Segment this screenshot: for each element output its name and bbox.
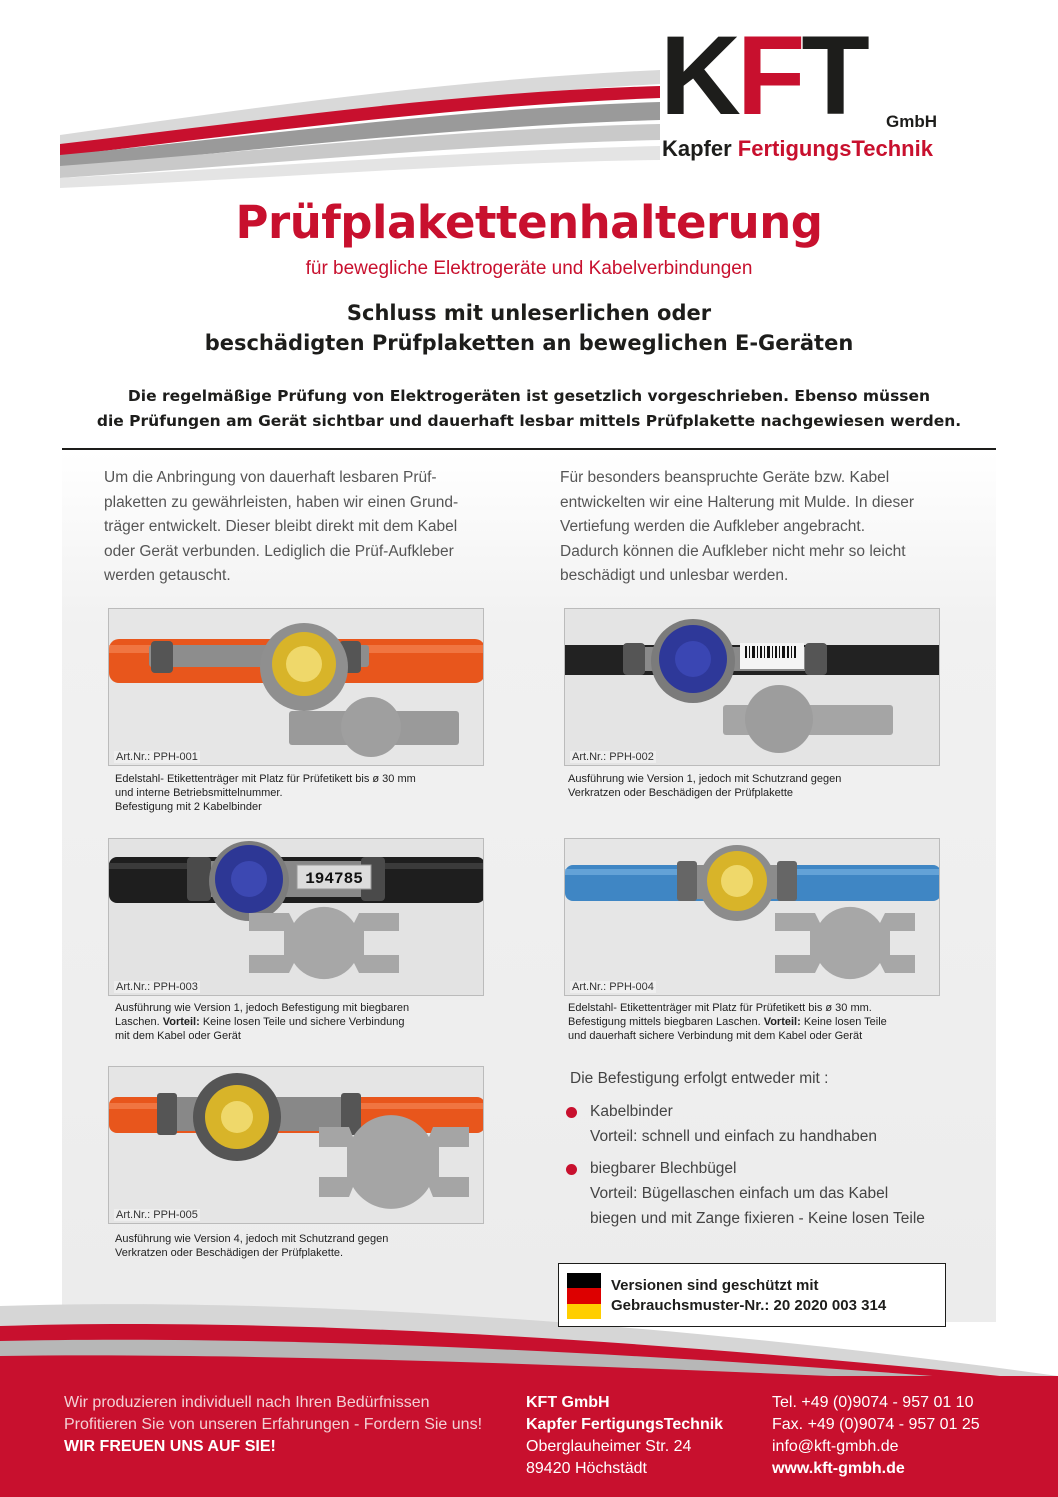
caption-line: mit dem Kabel oder Gerät (115, 1030, 241, 1042)
german-flag-icon (567, 1273, 601, 1319)
product-caption-pph-003 (115, 1001, 495, 1043)
left-text-line: plaketten zu gewährleisten, haben wir einen Grund- (104, 493, 459, 511)
article-number: Art.Nr.: PPH-005 (116, 1209, 198, 1221)
caption-line: Befestigung mit 2 Kabelbinder (115, 801, 262, 813)
right-text-line: Für besonders beanspruchte Geräte bzw. Kabel (560, 469, 890, 486)
patent-line-1: Versionen sind geschützt mit (611, 1277, 819, 1294)
article-number: Art.Nr.: PPH-003 (116, 981, 198, 993)
patent-notice (558, 1263, 946, 1327)
option-detail: biegen und mit Zange fixieren - Keine losen Teile (590, 1210, 925, 1227)
footer-slogan-line: Profitieren Sie von unseren Erfahrungen - Fordern Sie uns! (64, 1416, 483, 1433)
option-name: Kabelbinder (590, 1103, 673, 1120)
product-image-pph-003 (109, 839, 484, 996)
caption-line: Verkratzen oder Beschädigen der Prüfplakette (568, 787, 794, 799)
option-text (590, 1099, 990, 1149)
caption-line: Ausführung wie Version 1, jedoch Befestigung mit biegbaren (115, 1002, 410, 1014)
left-text-line: träger entwickelt. Dieser bleibt direkt mit dem Kabel (104, 518, 458, 535)
left-text-line: oder Gerät verbunden. Lediglich die Prüf-Aufkleber (104, 542, 454, 560)
footer-company-fullname: Kapfer FertigungsTechnik (526, 1416, 724, 1433)
footer-email-link[interactable]: info@kft-gmbh.de (772, 1438, 899, 1455)
logo-k: K (660, 13, 737, 138)
caption-line: Ausführung wie Version 1, jedoch mit Schutzrand gegen (568, 773, 842, 785)
logo-letters (660, 13, 866, 138)
product-caption-pph-004 (568, 1001, 968, 1043)
product-photo-pph-004 (564, 838, 940, 996)
caption-advantage-label: Vorteil: (763, 1016, 801, 1028)
option-detail: Vorteil: Bügellaschen einfach um das Kabel (590, 1185, 889, 1202)
left-text-line: werden getauscht. (104, 567, 231, 584)
right-text-line: entwickelten wir eine Halterung mit Mulde. In dieser (560, 493, 915, 511)
caption-text: Keine losen Teile und sichere Verbindung (199, 1016, 405, 1028)
right-description (560, 466, 980, 589)
attachment-option-cable-tie (566, 1099, 986, 1149)
footer-slogan-line: Wir produzieren individuell nach Ihren Bedürfnissen (64, 1394, 430, 1411)
product-image-pph-001 (109, 609, 484, 766)
headline-line-2: beschädigten Prüfplaketten an beweglichen E-Geräten (204, 331, 854, 355)
patent-line-2: Gebrauchsmuster-Nr.: 20 2020 003 314 (611, 1297, 887, 1314)
logo-sub-red: FertigungsTechnik (737, 136, 933, 161)
footer-company-name: KFT GmbH (526, 1394, 610, 1411)
caption-line: Edelstahl- Etikettenträger mit Platz für Prüfetikett bis ø 30 mm. (568, 1002, 872, 1014)
headline (0, 298, 1058, 358)
caption-text: Befestigung mittels biegbaren Laschen. (568, 1016, 764, 1028)
attachment-intro: Die Befestigung erfolgt entweder mit : (570, 1070, 829, 1087)
caption-text: Keine losen Teile (800, 1016, 887, 1028)
footer (0, 1376, 1058, 1497)
footer-contact (772, 1392, 1032, 1480)
article-number: Art.Nr.: PPH-004 (572, 981, 654, 993)
logo-subtitle (662, 136, 933, 162)
page-title: Prüfplakettenhalterung (235, 196, 823, 249)
attachment-option-bending-clip (566, 1156, 986, 1232)
footer-address (526, 1392, 756, 1480)
article-number: Art.Nr.: PPH-002 (572, 751, 654, 763)
product-caption-pph-001 (115, 772, 495, 814)
option-detail: Vorteil: schnell und einfach zu handhaben (590, 1128, 877, 1145)
page-subtitle: für bewegliche Elektrogeräte und Kabelverbindungen (305, 258, 753, 279)
bullet-icon (566, 1164, 577, 1175)
product-caption-pph-005 (115, 1232, 495, 1260)
caption-line: Ausführung wie Version 4, jedoch mit Schutzrand gegen (115, 1233, 389, 1245)
product-image-pph-002 (565, 609, 940, 766)
caption-line (568, 1015, 968, 1029)
product-photo-pph-003 (108, 838, 484, 996)
intro-line-1: Die regelmäßige Prüfung von Elektrogeräten ist gesetzlich vorgeschrieben. Ebenso müssen (127, 387, 931, 405)
footer-fax: Fax. +49 (0)9074 - 957 01 25 (772, 1416, 980, 1433)
caption-line: Verkratzen oder Beschädigen der Prüfplakette. (115, 1247, 344, 1259)
footer-slogan-highlight: WIR FREUEN UNS AUF SIE! (64, 1438, 276, 1455)
left-description (104, 466, 524, 589)
footer-website-link[interactable]: www.kft-gmbh.de (772, 1460, 905, 1477)
headline-line-1: Schluss mit unleserlichen oder (346, 301, 712, 325)
caption-line (115, 1015, 495, 1029)
logo-t: T (801, 13, 866, 138)
intro-line-2: die Prüfungen am Gerät sichtbar und dauerhaft lesbar mittels Prüfplakette nachgewiesen werden. (96, 412, 962, 430)
right-text-line: Vertiefung werden die Aufkleber angebracht. (560, 518, 866, 535)
option-name: biegbarer Blechbügel (590, 1160, 737, 1177)
option-text (590, 1156, 990, 1231)
product-photo-pph-005 (108, 1066, 484, 1224)
right-text-line: Dadurch können die Aufkleber nicht mehr so leicht (560, 542, 906, 560)
product-caption-pph-002 (568, 772, 948, 800)
right-text-line: beschädigt und unlesbar werden. (560, 567, 789, 584)
patent-text (611, 1276, 886, 1316)
caption-advantage-label: Vorteil: (162, 1016, 200, 1028)
logo-sub-black: Kapfer (662, 136, 738, 161)
product-photo-pph-001 (108, 608, 484, 766)
bullet-icon (566, 1107, 577, 1118)
caption-line: und dauerhaft sichere Verbindung mit dem Kabel oder Gerät (568, 1030, 863, 1042)
company-logo (660, 13, 960, 170)
caption-line: Edelstahl- Etikettenträger mit Platz für Prüfetikett bis ø 30 mm (115, 773, 416, 785)
intro-text (0, 384, 1058, 434)
asset-number-tag: 194785 (305, 870, 363, 888)
product-photo-pph-002 (564, 608, 940, 766)
left-text-line: Um die Anbringung von dauerhaft lesbaren Prüf- (104, 469, 437, 486)
footer-city: 89420 Höchstädt (526, 1460, 647, 1477)
logo-gmbh: GmbH (886, 112, 937, 131)
footer-street: Oberglauheimer Str. 24 (526, 1438, 692, 1455)
footer-phone: Tel. +49 (0)9074 - 957 01 10 (772, 1394, 974, 1411)
article-number: Art.Nr.: PPH-001 (116, 751, 198, 763)
product-image-pph-004 (565, 839, 940, 996)
logo-f: F (736, 13, 802, 138)
caption-text: Laschen. (115, 1016, 163, 1028)
header (0, 0, 1058, 200)
footer-slogan (64, 1392, 514, 1458)
product-image-pph-005 (109, 1067, 484, 1224)
caption-line: und interne Betriebsmittelnummer. (115, 787, 283, 799)
swoosh-graphic (60, 40, 660, 190)
divider (62, 448, 996, 450)
